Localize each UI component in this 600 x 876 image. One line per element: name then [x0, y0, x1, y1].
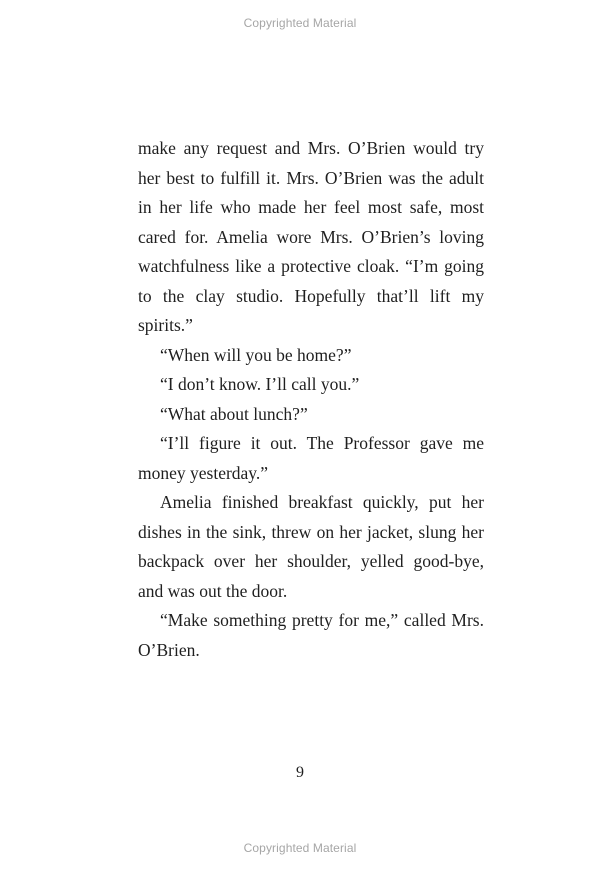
body-text: [138, 134, 484, 665]
paragraph-1: make any request and Mrs. O’Brien would try her best to fulfill it. Mrs. O’Brien was the adult in her life who made her feel most safe, most cared for. Amelia wore Mrs. O’Brien’s loving watchfulness like a protective cloak. “I’m going to the clay studio. Hopefully that’ll lift my spirits.”: [138, 138, 484, 335]
paragraph-4: “What about lunch?”: [160, 403, 308, 424]
page-number: 9: [296, 764, 304, 781]
paragraph-2: “When will you be home?”: [160, 344, 352, 365]
watermark-bottom: Copyrighted Material: [243, 841, 357, 855]
watermark-top: Copyrighted Material: [243, 16, 357, 30]
paragraph-7: “Make something pretty for me,” called Mrs. O’Brien.: [138, 610, 484, 660]
paragraph-5: “I’ll figure it out. The Professor gave me money yesterday.”: [138, 433, 484, 483]
paragraph-6: Amelia finished breakfast quickly, put her dishes in the sink, threw on her jacket, slung her backpack over her shoulder, yelled good-bye, and was out the door.: [138, 492, 484, 601]
paragraph-3: “I don’t know. I’ll call you.”: [160, 374, 360, 394]
